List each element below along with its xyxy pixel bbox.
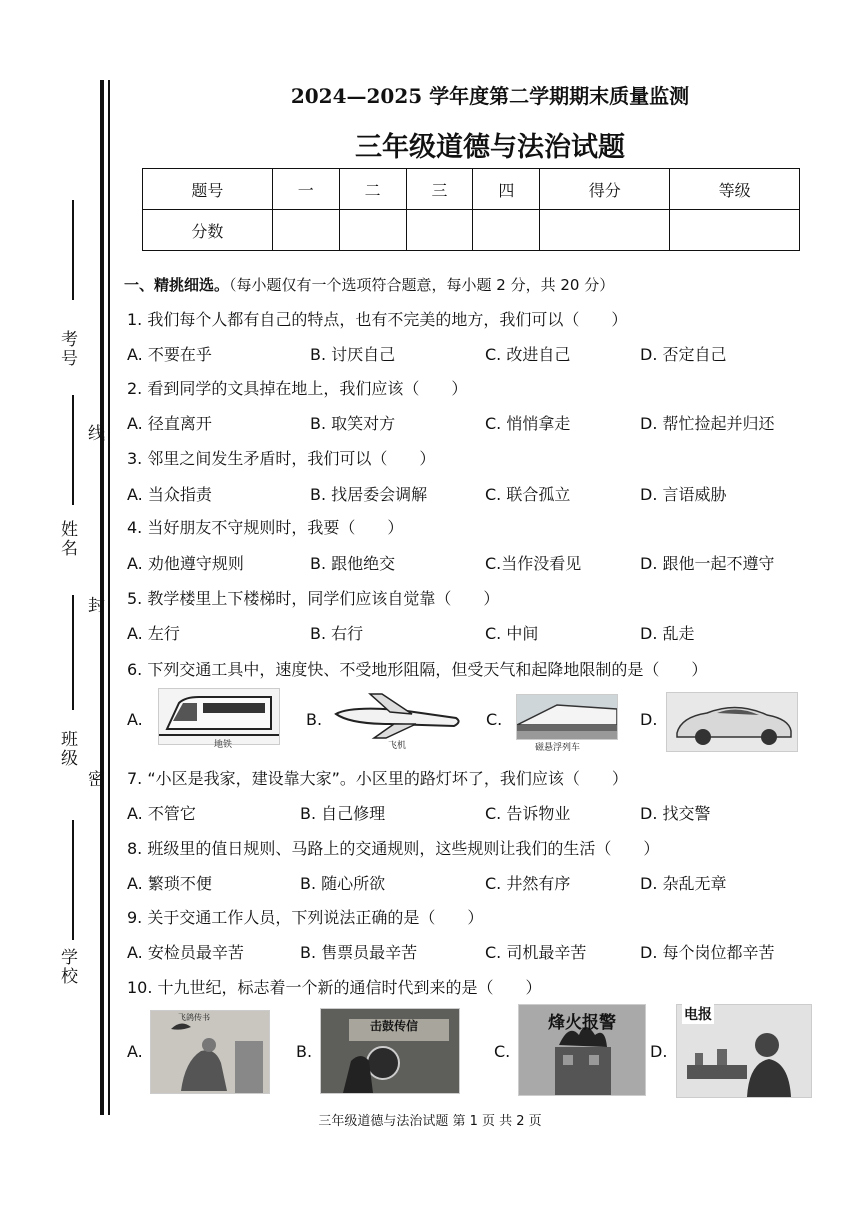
score-cell: 得分 [540,169,670,210]
option-c[interactable]: C. 改进自己 [485,345,571,364]
option-a[interactable]: A. 左行 [127,624,180,643]
maglev-train-image [516,694,618,740]
seal-xian: 线 [84,424,104,441]
score-input-cell[interactable] [670,210,800,251]
banji-label: 班级 [57,730,77,768]
option-d[interactable]: D. 杂乱无章 [640,874,727,893]
option-a[interactable]: A. 不要在乎 [127,345,212,364]
caption-beacon: 烽火报警 [548,1013,616,1033]
option-b[interactable]: B. 取笑对方 [310,414,396,433]
option-d[interactable]: D. 跟他一起不遵守 [640,554,775,573]
caption-drum: 击鼓传信 [370,1019,419,1033]
score-cell: 等级 [670,169,800,210]
option-c[interactable]: C. [486,710,503,729]
option-d[interactable]: D. 帮忙捡起并归还 [640,414,775,433]
option-a[interactable]: A. 安检员最辛苦 [127,943,244,962]
option-c[interactable]: C. 告诉物业 [485,804,571,823]
score-cell: 题号 [143,169,273,210]
question-stem: 1. 我们每个人都有自己的特点，也有不完美的地方，我们可以（ ） [127,310,628,329]
option-a[interactable]: A. 劝他遵守规则 [127,554,244,573]
option-a[interactable]: A. [127,710,143,729]
option-b[interactable]: B. [296,1042,313,1061]
option-b[interactable]: B. [306,710,323,729]
option-a[interactable]: A. 径直离开 [127,414,212,433]
question-stem: 9. 关于交通工作人员，下列说法正确的是（ ） [127,908,484,927]
question-stem: 2. 看到同学的文具掉在地上，我们应该（ ） [127,379,468,398]
option-d[interactable]: D. 每个岗位都辛苦 [640,943,775,962]
option-d[interactable]: D. 找交警 [640,804,711,823]
page-footer: 三年级道德与法治试题 第 1 页 共 2 页 [318,1114,542,1129]
binding-line-inner [108,80,110,1115]
option-c[interactable]: C. 井然有序 [485,874,571,893]
xuexiao-label: 学校 [57,948,77,986]
xuexiao-fill-line [72,820,74,940]
caption-maglev: 磁悬浮列车 [535,743,581,753]
score-input-cell[interactable] [406,210,473,251]
score-cell: 二 [339,169,406,210]
option-b[interactable]: B. 找居委会调解 [310,485,428,504]
kaohao-label: 考号 [57,330,77,368]
exam-title: 2024—2025 学年度第二学期期末质量监测 [290,84,690,108]
option-d[interactable]: D. [650,1042,668,1061]
score-input-cell[interactable] [272,210,339,251]
section-note: （每小题仅有一个选项符合题意，每小题 2 分，共 20 分） [229,276,615,294]
question-stem: 3. 邻里之间发生矛盾时，我们可以（ ） [127,449,436,468]
option-d[interactable]: D. 否定自己 [640,345,727,364]
question-stem: 5. 教学楼里上下楼梯时，同学们应该自觉靠（ ） [127,589,500,608]
option-d[interactable]: D. 言语威胁 [640,485,727,504]
banji-fill-line [72,595,74,710]
option-a[interactable]: A. 当众指责 [127,485,212,504]
option-c[interactable]: C. [494,1042,511,1061]
option-b[interactable]: B. 右行 [310,624,364,643]
sports-car-image [666,692,798,752]
section-heading [124,274,614,295]
question-stem: 4. 当好朋友不守规则时，我要（ ） [127,518,404,537]
score-input-cell[interactable] [339,210,406,251]
option-b[interactable]: B. 随心所欲 [300,874,386,893]
pigeon-messenger-image [150,1010,270,1094]
section-title: 一、精挑细选。 [124,276,230,294]
score-input-cell[interactable] [473,210,540,251]
seal-feng: 封 [84,596,104,613]
option-d[interactable]: D. [640,710,658,729]
option-b[interactable]: B. 自己修理 [300,804,386,823]
question-stem: 8. 班级里的值日规则、马路上的交通规则，这些规则让我们的生活（ ） [127,839,660,858]
caption-telegraph: 电报 [682,1004,714,1024]
caption-subway: 地铁 [214,740,233,750]
score-input-cell[interactable] [540,210,670,251]
score-cell: 四 [473,169,540,210]
exam-subtitle: 三年级道德与法治试题 [355,132,625,163]
question-stem: 10. 十九世纪，标志着一个新的通信时代到来的是（ ） [127,978,542,997]
option-c[interactable]: C. 悄悄拿走 [485,414,571,433]
airplane-image [330,692,466,740]
option-b[interactable]: B. 跟他绝交 [310,554,396,573]
score-table-header-row [143,169,800,210]
xingming-label: 姓名 [57,520,77,558]
option-b[interactable]: B. 售票员最辛苦 [300,943,418,962]
kaohao-fill-line [72,200,74,300]
score-cell: 三 [406,169,473,210]
score-table-score-row [143,210,800,251]
question-stem: 7. “小区是我家，建设靠大家”。小区里的路灯坏了，我们应该（ ） [127,769,628,788]
caption-pigeon: 飞鸽传书 [178,1013,210,1022]
option-c[interactable]: C. 中间 [485,624,539,643]
option-a[interactable]: A. 繁琐不便 [127,874,212,893]
option-a[interactable]: A. 不管它 [127,804,196,823]
score-table [142,168,800,251]
score-cell: 分数 [143,210,273,251]
option-a[interactable]: A. [127,1042,143,1061]
option-c[interactable]: C. 司机最辛苦 [485,943,587,962]
caption-airplane: 飞机 [388,741,407,751]
score-cell: 一 [272,169,339,210]
option-d[interactable]: D. 乱走 [640,624,695,643]
xingming-fill-line [72,395,74,505]
option-b[interactable]: B. 讨厌自己 [310,345,396,364]
question-stem: 6. 下列交通工具中，速度快、不受地形阻隔，但受天气和起降地限制的是（ ） [127,660,708,679]
option-c[interactable]: C.当作没看见 [485,554,582,573]
seal-mi: 密 [84,770,104,787]
option-c[interactable]: C. 联合孤立 [485,485,571,504]
